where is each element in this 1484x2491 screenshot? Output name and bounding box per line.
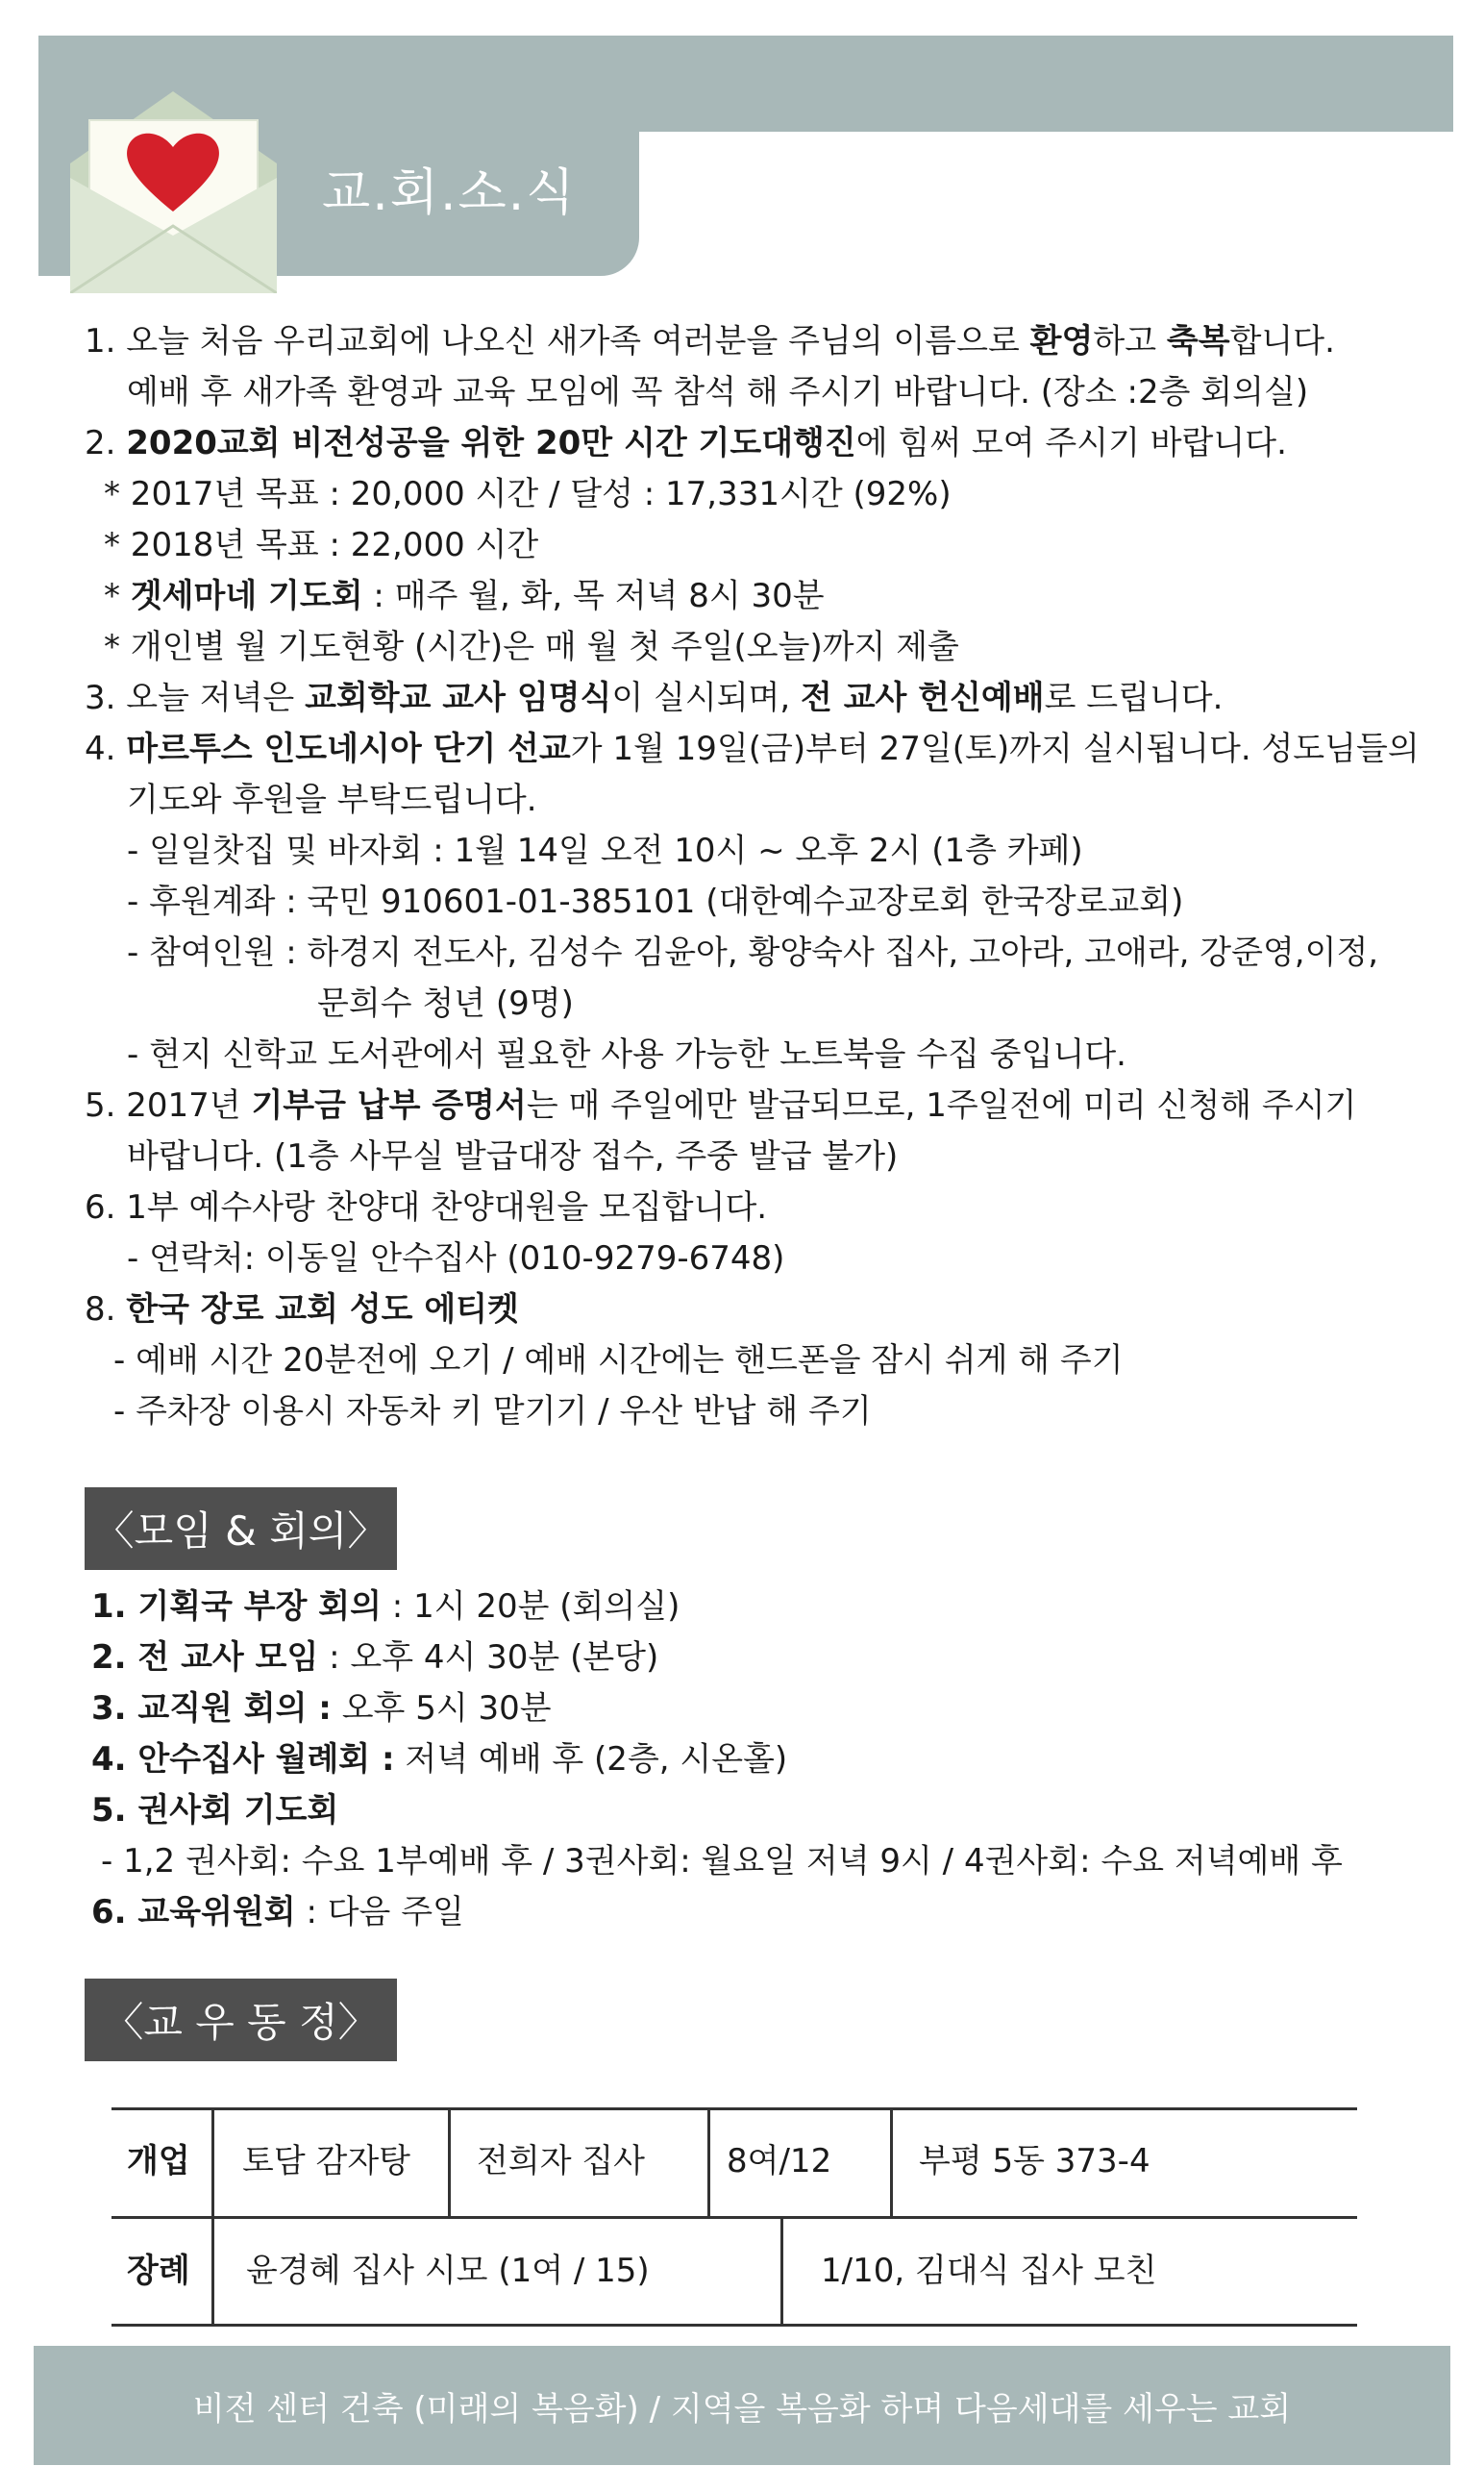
notice-line: - 주차장 이용시 자동차 키 맡기기 / 우산 반납 해 주기	[113, 1392, 872, 1431]
notice-line: 8. 한국 장로 교회 성도 에티켓	[85, 1290, 519, 1329]
page-title: 교.회.소.식	[322, 164, 577, 222]
news-cell: 전희자 집사	[477, 2142, 646, 2180]
notice-line: - 예배 시간 20분전에 오기 / 예배 시간에는 핸드폰을 잠시 쉬게 해 주기	[113, 1341, 1124, 1380]
meeting-line: 3. 교직원 회의 : 오후 5시 30분	[91, 1689, 552, 1728]
meeting-line: 5. 권사회 기도회	[91, 1791, 339, 1830]
notice-line: 3. 오늘 저녁은 교회학교 교사 임명식이 실시되며, 전 교사 헌신예배로 드립니다.	[85, 679, 1224, 717]
footer-banner: 비전 센터 건축 (미래의 복음화) / 지역을 복음화 하며 다음세대를 세우는 교회	[34, 2346, 1450, 2465]
notice-line: 6. 1부 예수사랑 찬양대 찬양대원을 모집합니다.	[85, 1188, 768, 1227]
news-cell: 1/10, 김대식 집사 모친	[821, 2252, 1157, 2290]
news-cell: 부평 5동 373-4	[919, 2142, 1150, 2180]
notice-line: * 겟세마네 기도회 : 매주 월, 화, 목 저녁 8시 30분	[104, 577, 825, 615]
meeting-line: 6. 교육위원회 : 다음 주일	[91, 1893, 464, 1931]
notice-line: 문희수 청년 (9명)	[317, 984, 574, 1023]
notice-line: 5. 2017년 기부금 납부 증명서는 매 주일에만 발급되므로, 1주일전에 미리 신청해 주시기	[85, 1086, 1357, 1125]
news-label-opening: 개업	[127, 2142, 190, 2180]
notice-line: 1. 오늘 처음 우리교회에 나오신 새가족 여러분을 주님의 이름으로 환영하고 축복합니다.	[85, 322, 1335, 361]
notice-line: 예배 후 새가족 환영과 교육 모임에 꼭 참석 해 주시기 바랍니다. (장소 :2층 회의실)	[127, 373, 1309, 411]
news-table	[111, 2107, 1357, 2327]
notice-line: - 후원계좌 : 국민 910601-01-385101 (대한예수교장로회 한국장로교회)	[127, 883, 1184, 921]
notice-line: 2. 2020교회 비전성공을 위한 20만 시간 기도대행진에 힘써 모여 주시기 바랍니다.	[85, 424, 1287, 462]
meeting-line: - 1,2 권사회: 수요 1부예배 후 / 3권사회: 월요일 저녁 9시 / 4권사회: 수요 저녁예배 후	[101, 1842, 1343, 1881]
notice-line: - 참여인원 : 하경지 전도사, 김성수 김윤아, 황양숙사 집사, 고아라, 고애라, 강준영,이정,	[127, 934, 1379, 972]
news-cell: 토담 감자탕	[242, 2142, 411, 2180]
news-cell: 8여/12	[727, 2142, 832, 2180]
meetings-section-title: 〈모임 & 회의〉	[85, 1487, 397, 1570]
notice-line: * 2017년 목표 : 20,000 시간 / 달성 : 17,331시간 (92%)	[104, 475, 952, 513]
news-label-funeral: 장례	[127, 2252, 190, 2290]
notice-line: 4. 마르투스 인도네시아 단기 선교가 1월 19일(금)부터 27일(토)까지 실시됩니다. 성도님들의	[85, 730, 1420, 768]
notice-line: * 개인별 월 기도현황 (시간)은 매 월 첫 주일(오늘)까지 제출	[104, 628, 959, 666]
notice-line: - 현지 신학교 도서관에서 필요한 사용 가능한 노트북을 수집 중입니다.	[127, 1035, 1126, 1074]
notice-line: * 2018년 목표 : 22,000 시간	[104, 526, 539, 564]
envelope-heart-icon	[70, 91, 277, 293]
notice-line: - 일일찻집 및 바자회 : 1월 14일 오전 10시 ~ 오후 2시 (1층 카페)	[127, 832, 1083, 870]
meeting-line: 2. 전 교사 모임 : 오후 4시 30분 (본당)	[91, 1638, 659, 1677]
meeting-line: 4. 안수집사 월례회 : 저녁 예배 후 (2층, 시온홀)	[91, 1740, 788, 1779]
notice-line: 기도와 후원을 부탁드립니다.	[127, 781, 537, 819]
notice-line: 바랍니다. (1층 사무실 발급대장 접수, 주중 발급 불가)	[127, 1137, 899, 1176]
notice-line: - 연락처: 이동일 안수집사 (010-9279-6748)	[127, 1239, 785, 1278]
news-cell: 윤경혜 집사 시모 (1여 / 15)	[246, 2252, 650, 2290]
news-section-title: 〈교 우 동 정〉	[85, 1979, 397, 2061]
meeting-line: 1. 기획국 부장 회의 : 1시 20분 (회의실)	[91, 1587, 680, 1626]
